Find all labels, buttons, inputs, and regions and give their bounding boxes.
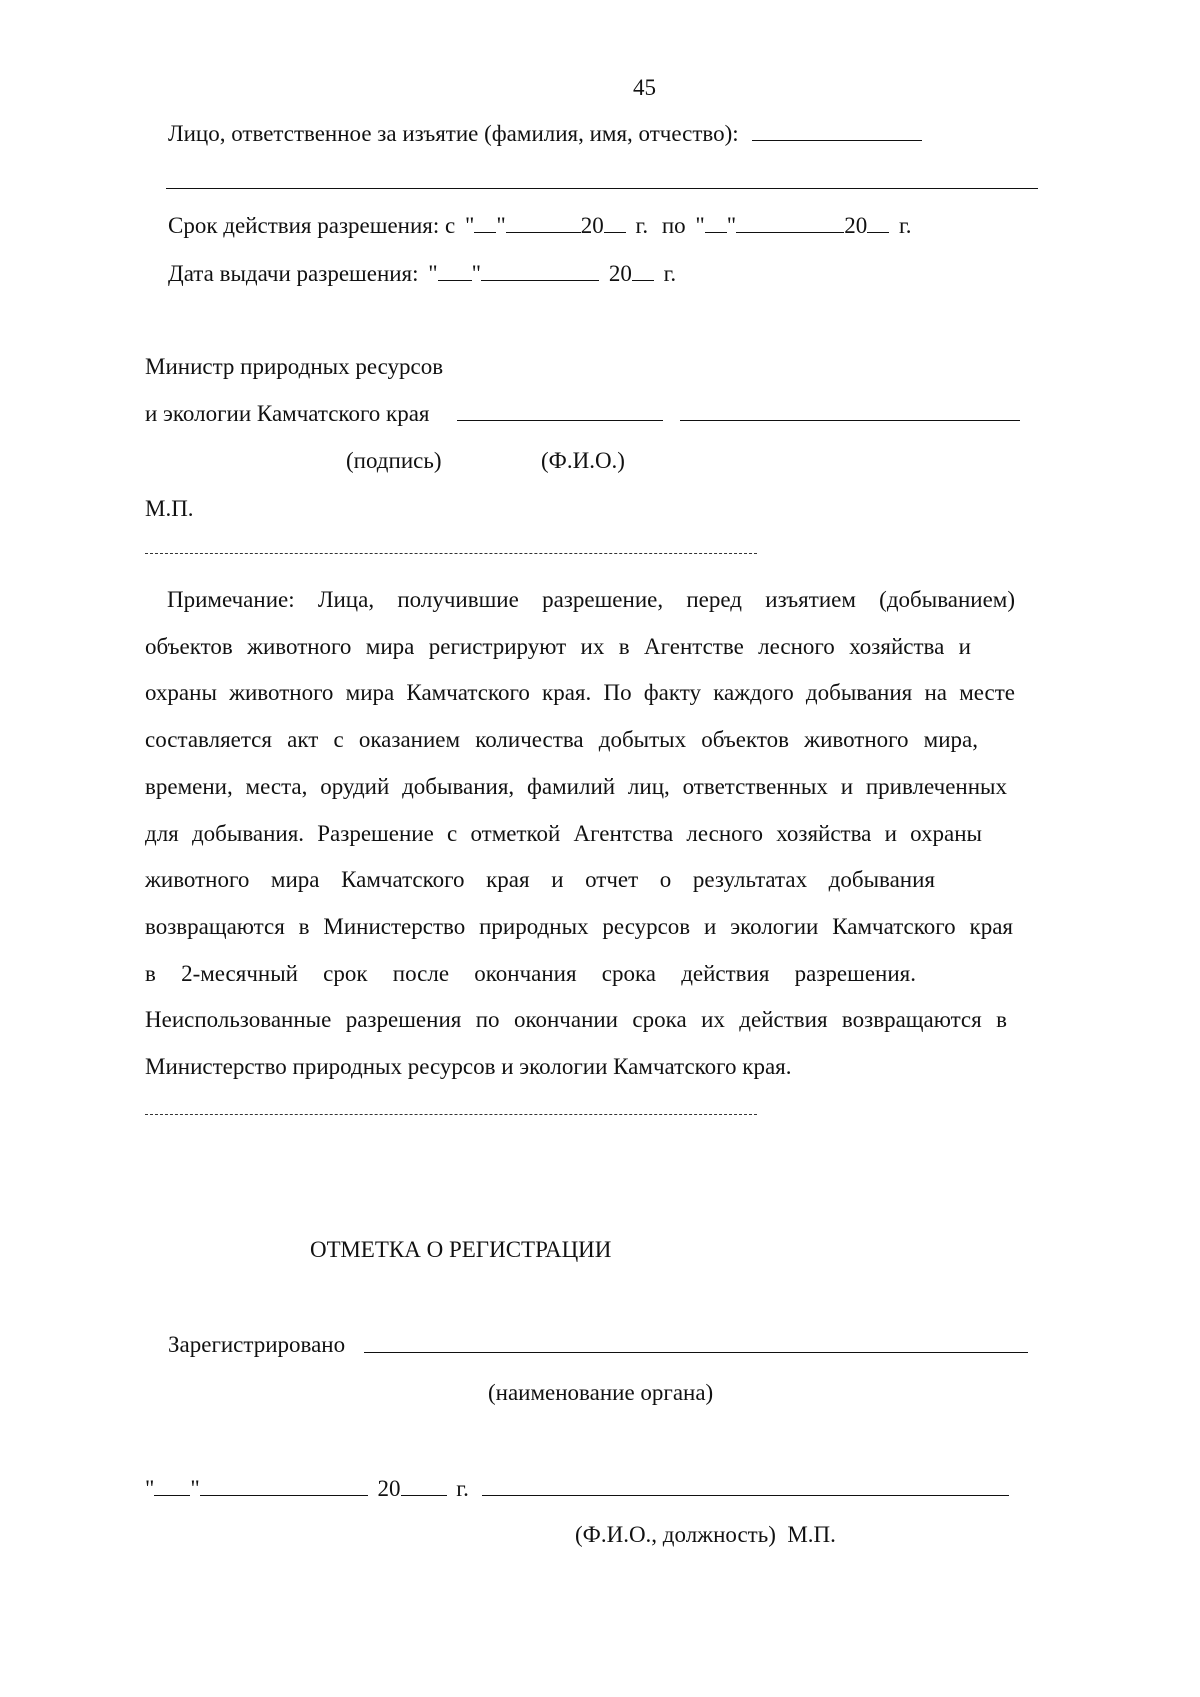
responsible-person-label: Лицо, ответственное за изъятие (фамилия, имя, отчество): — [168, 121, 739, 146]
quote-close: " — [726, 213, 737, 238]
issue-year-field[interactable] — [632, 261, 654, 281]
year-suffix: г. — [898, 213, 912, 238]
note-line: в 2-месячный срок после окончания срока действия разрешения. — [145, 960, 916, 986]
separator-bottom — [145, 1114, 757, 1115]
validity-from-day-field[interactable] — [474, 213, 496, 233]
registration-year-prefix: 20 — [377, 1476, 401, 1501]
note-line: Неиспользованные разрешения по окончании срока их действия возвращаются в — [145, 1007, 1007, 1033]
year-suffix: г. — [663, 261, 677, 286]
validity-to-year-field[interactable] — [867, 213, 889, 233]
separator-top — [145, 553, 757, 554]
validity-to-day-field[interactable] — [705, 213, 727, 233]
quote-open: " — [695, 213, 705, 238]
minister-title-line1: Министр природных ресурсов — [145, 354, 444, 379]
fio-caption: (Ф.И.О.) — [541, 448, 625, 473]
issue-date-line — [168, 261, 676, 285]
validity-from-year-prefix: 20 — [580, 213, 604, 238]
issue-date-label: Дата выдачи разрешения: — [168, 261, 419, 286]
quote-open: " — [464, 213, 475, 238]
note-line: охраны животного мира Камчатского края. По факту каждого добывания на месте — [145, 680, 1015, 706]
note-line: объектов животного мира регистрируют их в Агентстве лесного хозяйства и — [145, 633, 971, 659]
note-line: для добывания. Разрешение с отметкой Агентства лесного хозяйства и охраны — [145, 820, 982, 846]
registration-title: ОТМЕТКА О РЕГИСТРАЦИИ — [310, 1237, 612, 1262]
note-line: животного мира Камчатского края и отчет о результатах добывания — [145, 867, 935, 893]
registered-label: Зарегистрировано — [168, 1332, 346, 1357]
page-number: 45 — [633, 75, 656, 100]
registration-month-field[interactable] — [200, 1476, 368, 1496]
validity-period-line — [168, 213, 912, 237]
validity-to-month-field[interactable] — [736, 213, 844, 233]
quote-close: " — [190, 1476, 200, 1501]
note-line: времени, места, орудий добывания, фамилий лиц, ответственных и привлеченных — [145, 773, 1007, 799]
stamp-label: М.П. — [145, 496, 194, 521]
registering-organ-field[interactable] — [364, 1352, 1028, 1353]
fio-position-caption: (Ф.И.О., должность) М.П. — [575, 1522, 836, 1547]
validity-from-month-field[interactable] — [506, 213, 581, 233]
organ-caption: (наименование органа) — [488, 1380, 714, 1405]
year-suffix: г. — [456, 1476, 469, 1501]
responsible-person-line — [168, 121, 922, 145]
validity-label: Срок действия разрешения: с — [168, 213, 456, 238]
minister-fio-field[interactable] — [680, 420, 1020, 421]
note-line: возвращаются в Министерство природных ресурсов и экологии Камчатского края — [145, 913, 1013, 939]
responsible-person-field[interactable] — [752, 121, 922, 141]
registration-date-line — [145, 1476, 469, 1500]
note-paragraph — [145, 577, 1015, 1091]
quote-close: " — [496, 213, 506, 238]
validity-to-label: по — [661, 213, 686, 238]
signature-caption: (подпись) — [346, 448, 442, 473]
responsible-person-field-continuation[interactable] — [166, 188, 1038, 189]
registrar-fio-field[interactable] — [482, 1495, 1009, 1496]
validity-from-year-field[interactable] — [604, 213, 626, 233]
issue-day-field[interactable] — [438, 261, 472, 281]
quote-open: " — [428, 261, 438, 286]
note-line: Министерство природных ресурсов и экологии Камчатского края. — [145, 1054, 792, 1080]
issue-month-field[interactable] — [481, 261, 599, 281]
year-suffix: г. — [635, 213, 649, 238]
minister-signature-field[interactable] — [457, 420, 663, 421]
validity-to-year-prefix: 20 — [844, 213, 868, 238]
issue-year-prefix: 20 — [608, 261, 632, 286]
quote-open: " — [145, 1476, 155, 1501]
quote-close: " — [471, 261, 482, 286]
registration-year-field[interactable] — [401, 1476, 447, 1496]
note-line: Примечание: Лица, получившие разрешение, перед изъятием (добыванием) — [167, 587, 1015, 612]
minister-title-line2 — [145, 402, 430, 425]
minister-title-text: и экологии Камчатского края — [145, 401, 430, 426]
note-line: составляется акт с оказанием количества добытых объектов животного мира, — [145, 727, 978, 753]
registration-day-field[interactable] — [154, 1476, 190, 1496]
